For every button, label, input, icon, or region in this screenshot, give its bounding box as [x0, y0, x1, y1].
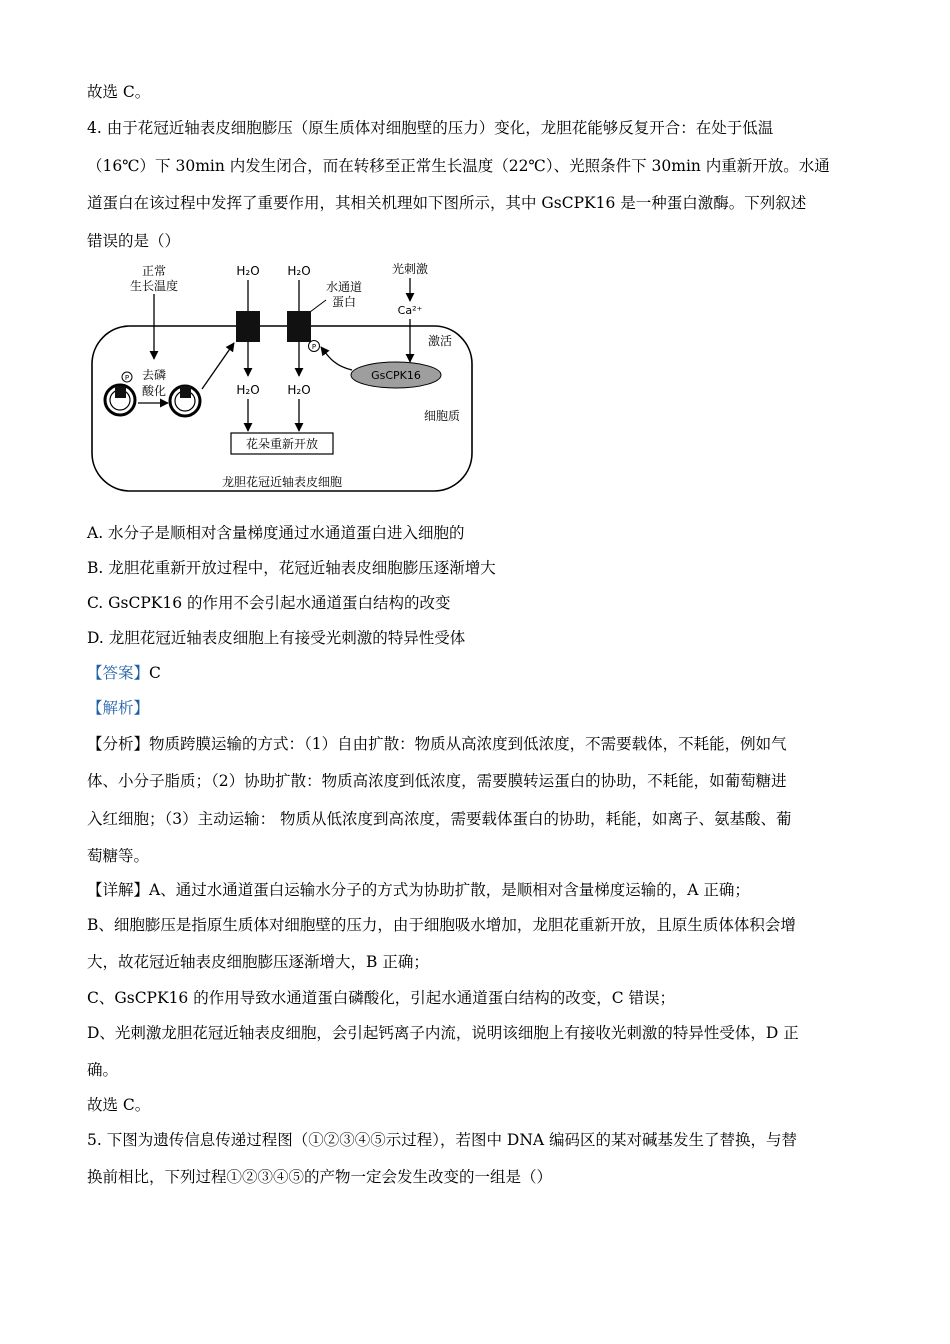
light-stimulus-label: 光刺激 [391, 262, 429, 276]
analysis-text: 入红细胞；（3）主动运输： 物质从低浓度到高浓度，需要载体蛋白的协助，耗能，如离子、氨基酸、葡 [87, 810, 792, 828]
phosphate-label: P [124, 374, 130, 382]
h2o-label: H₂O [287, 383, 311, 397]
analysis-text: 【分析】物质跨膜运输的方式：（1）自由扩散：物质从高浓度到低浓度，不需要载体，不耗能，例如气 [87, 735, 787, 753]
dephosphorylation-label: 酸化 [141, 384, 167, 398]
cytoplasm-label: 细胞质 [423, 409, 461, 423]
h2o-label: H₂O [236, 383, 260, 397]
calcium-label: Ca²⁺ [397, 304, 423, 317]
text-line: 故选 C。 [87, 83, 151, 101]
cell-outline [92, 326, 472, 491]
detail-text: B、细胞膨压是指原生质体对细胞壁的压力，由于细胞吸水增加，龙胆花重新开放，且原生质体体积会增 [87, 916, 796, 934]
detail-text: C、GsCPK16 的作用导致水通道蛋白磷酸化，引起水通道蛋白结构的改变，C 错误； [87, 989, 676, 1007]
option-d: D. 龙胆花冠近轴表皮细胞上有接受光刺激的特异性受体 [87, 629, 466, 647]
detail-text: 【详解】A、通过水通道蛋白运输水分子的方式为协助扩散，是顺相对含量梯度运输的，A 正确； [87, 881, 750, 899]
detail-text: 确。 [87, 1061, 119, 1079]
h2o-label: H₂O [236, 264, 260, 278]
vesicle-aquaporin [180, 386, 191, 398]
answer-tag: 【答案】 [87, 664, 150, 682]
normal-temp-label: 正常 [141, 264, 167, 278]
answer-line [87, 663, 161, 683]
vesicle-aquaporin [115, 386, 126, 398]
activate-label: 激活 [428, 334, 453, 348]
option-c: C. GsCPK16 的作用不会引起水通道蛋白结构的改变 [87, 594, 451, 612]
aquaporin-channel [287, 311, 311, 342]
normal-temp-label: 生长温度 [129, 279, 179, 293]
question-4-stem: 4. 由于花冠近轴表皮细胞膨压（原生质体对细胞壁的压力）变化，龙胆花能够反复开合：在处于低温 [87, 119, 774, 137]
aquaporin-mechanism-diagram [88, 258, 480, 498]
option-a: A. 水分子是顺相对含量梯度通过水通道蛋白进入细胞的 [87, 524, 465, 542]
question-4-stem: 错误的是（） [87, 232, 181, 250]
flower-reopen-label: 花朵重新开放 [245, 437, 319, 451]
question-5-stem: 换前相比，下列过程①②③④⑤的产物一定会发生改变的一组是（） [87, 1168, 553, 1186]
dephosphorylation-label: 去磷 [141, 368, 167, 382]
conclusion-text: 故选 C。 [87, 1096, 151, 1114]
h2o-label: H₂O [287, 264, 311, 278]
kinase-arrow [321, 347, 352, 370]
membrane-insertion-arrow [202, 343, 234, 389]
aquaporin-pointer [310, 300, 326, 312]
answer-value: C [149, 664, 161, 682]
phosphate-label: P [311, 343, 317, 351]
aquaporin-channel [236, 311, 260, 342]
analysis-text: 体、小分子脂质；（2）协助扩散：物质高浓度到低浓度，需要膜转运蛋白的协助，不耗能，如葡萄糖进 [87, 772, 787, 790]
question-4-stem: （16℃）下 30min 内发生闭合，而在转移至正常生长温度（22℃）、光照条件下 30min 内重新开放。水通 [87, 157, 830, 175]
aquaporin-label: 水通道 [325, 280, 363, 294]
explanation-tag: 【解析】 [87, 699, 150, 717]
detail-text: D、光刺激龙胆花冠近轴表皮细胞，会引起钙离子内流，说明该细胞上有接收光刺激的特异性受体，D 正 [87, 1024, 799, 1042]
analysis-text: 萄糖等。 [87, 847, 150, 865]
question-4-stem: 道蛋白在该过程中发挥了重要作用，其相关机理如下图所示，其中 GsCPK16 是一种蛋白激酶。下列叙述 [87, 194, 807, 212]
question-5-stem: 5. 下图为遗传信息传递过程图（①②③④⑤示过程），若图中 DNA 编码区的某对碱基发生了替换，与替 [87, 1131, 798, 1149]
gscpk16-label: GsCPK16 [371, 369, 421, 382]
aquaporin-label: 蛋白 [331, 295, 357, 309]
detail-text: 大，故花冠近轴表皮细胞膨压逐渐增大，B 正确； [87, 953, 429, 971]
cell-label: 龙胆花冠近轴表皮细胞 [221, 475, 343, 489]
option-b: B. 龙胆花重新开放过程中，花冠近轴表皮细胞膨压逐渐增大 [87, 559, 496, 577]
